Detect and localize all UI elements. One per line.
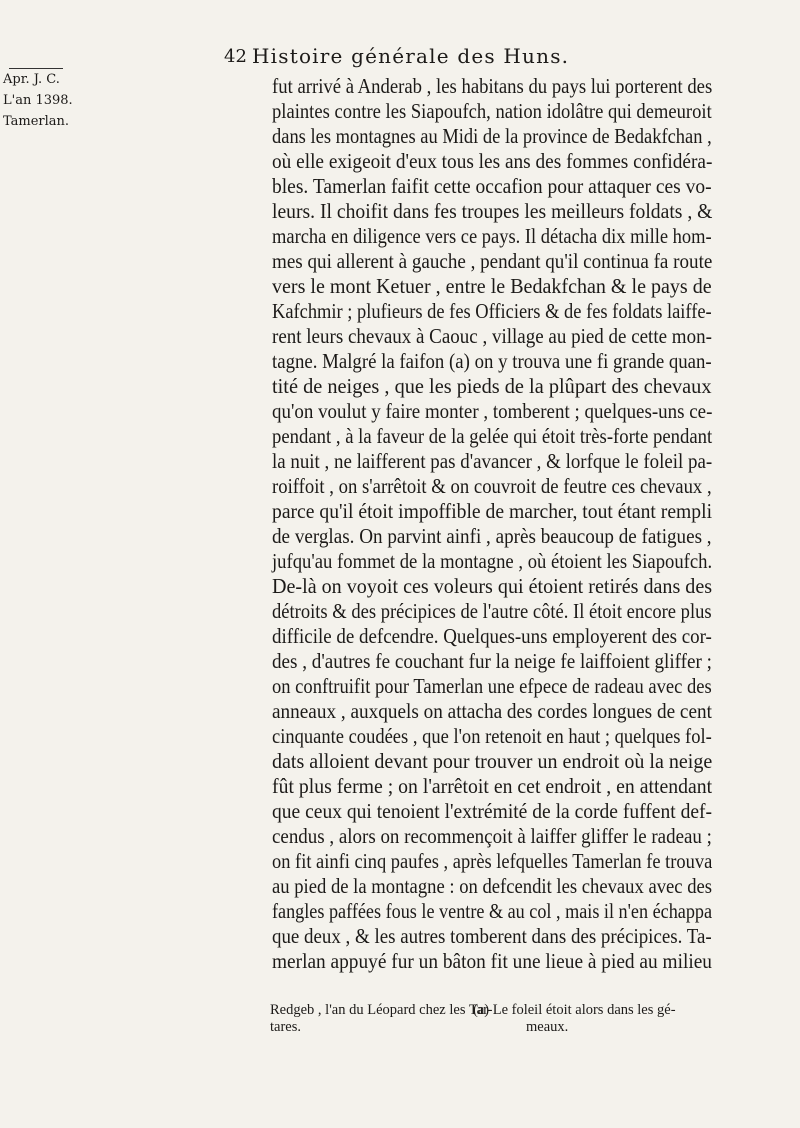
body-line: que deux , & les autres tomberent dans des précipices. Ta- <box>272 924 712 948</box>
running-header <box>224 44 712 68</box>
body-line: cinquante coudées , que l'on retenoit en haut ; quelques fol- <box>272 724 712 748</box>
body-line: anneaux , auxquels on attacha des cordes longues de cent <box>272 699 712 723</box>
body-line: mes qui allerent à gauche , pendant qu'il continua fa route <box>272 249 713 273</box>
body-line: rent leurs chevaux à Caouc , village au pied de cette mon- <box>272 324 712 348</box>
body-line: pendant , à la faveur de la gelée qui étoit très-forte pendant <box>272 424 713 448</box>
body-line: on fit ainfi cinq paufes , après lefquelles Tamerlan fe trouva <box>272 849 713 873</box>
body-line: vers le mont Ketuer , entre le Bedakfchan & le pays de <box>272 274 712 298</box>
body-line: des , d'autres fe couchant fur la neige fe laiffoient gliffer ; <box>272 649 712 673</box>
body-line: dats alloient devant pour trouver un endroit où la neige <box>272 749 713 773</box>
body-line: fût plus ferme ; on l'arrêtoit en cet endroit , en attendant <box>272 774 713 798</box>
body-line: on conftruifit pour Tamerlan une efpece de radeau avec des <box>272 674 712 698</box>
body-line: fut arrivé à Anderab , les habitans du pays lui porterent des <box>272 74 713 98</box>
body-line: cendus , alors on recommençoit à laiffer gliffer le radeau ; <box>272 824 712 848</box>
margin-note-subject: Tamerlan. <box>3 114 70 129</box>
body-line: que ceux qui tenoient l'extrémité de la corde fuffent def- <box>272 799 713 823</box>
running-title: Histoire générale des Huns. <box>252 44 570 68</box>
body-line: merlan appuyé fur un bâton fit une lieue à pied au milieu <box>272 949 712 973</box>
body-line: difficile de defcendre. Quelques-uns employerent des cor- <box>272 624 712 648</box>
body-line: roiffoit , on s'arrêtoit & on couvroit de feutre ces chevaux , <box>272 474 712 498</box>
body-line: de verglas. On parvint ainfi , après beaucoup de fatigues , <box>272 524 712 548</box>
body-line: marcha en diligence vers ce pays. Il détacha dix mille hom- <box>272 224 712 248</box>
footnote-continued-end: tares. <box>270 1019 301 1035</box>
footnote-continued: Redgeb , l'an du Léopard chez les Tar- <box>270 1002 493 1018</box>
body-line: dans les montagnes au Midi de la province de Bedakfchan , <box>272 124 712 148</box>
body-line: parce qu'il étoit impoffible de marcher, tout étant rempli <box>272 499 713 523</box>
body-line: au pied de la montagne : on defcendit les chevaux avec des <box>272 874 713 898</box>
body-line: fangles paffées fous le ventre & au col , mais il n'en échappa <box>272 899 713 923</box>
body-line: Kafchmir ; plufieurs de fes Officiers & de fes foldats laiffe- <box>272 299 712 323</box>
page-number: 42 <box>224 46 247 67</box>
footnote-a: (a) Le foleil étoit alors dans les gé- <box>473 1002 676 1018</box>
body-line: tité de neiges , que les pieds de la plûpart des chevaux <box>272 374 712 398</box>
body-line: plaintes contre les Siapoufch, nation idolâtre qui demeuroit <box>272 99 712 123</box>
footnote-a-end: meaux. <box>526 1019 569 1035</box>
body-line: la nuit , ne laifferent pas d'avancer , & lorfque le foleil pa- <box>272 449 713 473</box>
body-line: tagne. Malgré la faifon (a) on y trouva une fi grande quan- <box>272 349 712 373</box>
margin-notes <box>3 68 73 132</box>
body-line: détroits & des précipices de l'autre côté. Il étoit encore plus <box>272 599 712 623</box>
body-line: qu'on voulut y faire monter , tomberent ; quelques-uns ce- <box>272 399 713 423</box>
body-line: jufqu'au fommet de la montagne , où étoient les Siapoufch. <box>272 549 713 573</box>
margin-note-year: L'an 1398. <box>3 93 73 108</box>
body-line: où elle exigeoit d'eux tous les ans des fommes confidéra- <box>272 149 713 173</box>
body-line: De-là on voyoit ces voleurs qui étoient retirés dans des <box>272 574 713 598</box>
body-line: leurs. Il choifit dans fes troupes les meilleurs foldats , & <box>272 199 713 223</box>
margin-note-date: Apr. J. C. <box>3 72 60 87</box>
body-line: bles. Tamerlan faifit cette occafion pour attaquer ces vo- <box>272 174 712 198</box>
